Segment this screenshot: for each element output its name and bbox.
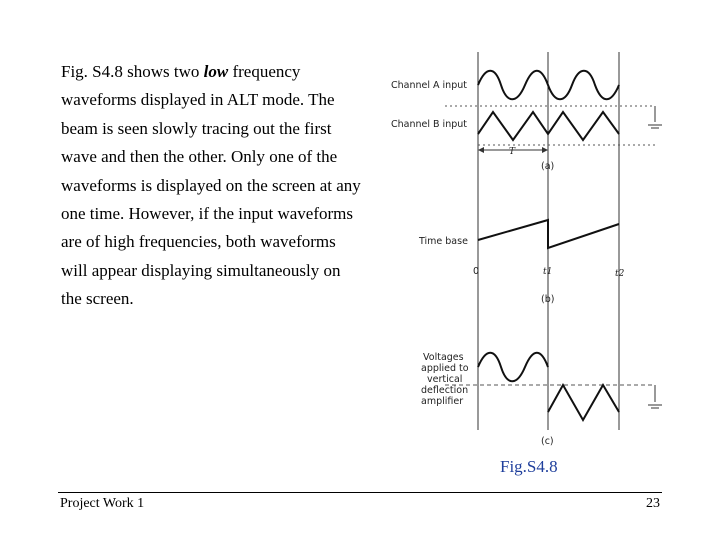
label-period: T: [509, 147, 516, 157]
label-channel-a: Channel A input: [391, 80, 467, 91]
footer-title: Project Work 1: [60, 496, 145, 511]
label-part-c: (c): [541, 436, 554, 447]
label-part-b: (b): [541, 294, 555, 305]
channel-a-trace-segment: [478, 353, 548, 382]
waveform-diagram: [385, 52, 670, 452]
waveform-figure: [385, 52, 670, 452]
time-base-sawtooth: [478, 220, 619, 248]
label-voltages-5: amplifier: [421, 396, 464, 407]
paragraph-text-start: Fig. S4.8 shows two: [61, 62, 204, 81]
channel-b-trace-segment: [548, 385, 619, 420]
label-time-base: Time base: [419, 236, 468, 247]
label-part-a: (a): [541, 161, 555, 172]
label-channel-b: Channel B input: [391, 119, 467, 130]
footer-divider: [58, 492, 662, 493]
page-number: 23: [646, 496, 660, 511]
label-voltages-1: Voltages: [423, 352, 464, 363]
label-t0: 0: [473, 266, 480, 277]
label-voltages-4: deflection: [421, 385, 469, 396]
label-voltages-3: vertical: [427, 374, 463, 385]
paragraph-emphasis: low: [203, 62, 229, 81]
body-paragraph: [61, 58, 361, 314]
label-t2: t2: [615, 269, 625, 279]
label-voltages-2: applied to: [421, 363, 469, 374]
figure-caption: Fig.S4.8: [500, 457, 558, 476]
paragraph-text-end: frequency waveforms displayed in ALT mode. The beam is seen slowly tracing out the first wave and then the other. Only one of the waveforms is displayed on the screen at any one time. However, if the input waveforms are of high frequencies, both waveforms will appear displaying simultaneously on the screen.: [61, 62, 361, 309]
label-t1: t1: [543, 267, 553, 277]
